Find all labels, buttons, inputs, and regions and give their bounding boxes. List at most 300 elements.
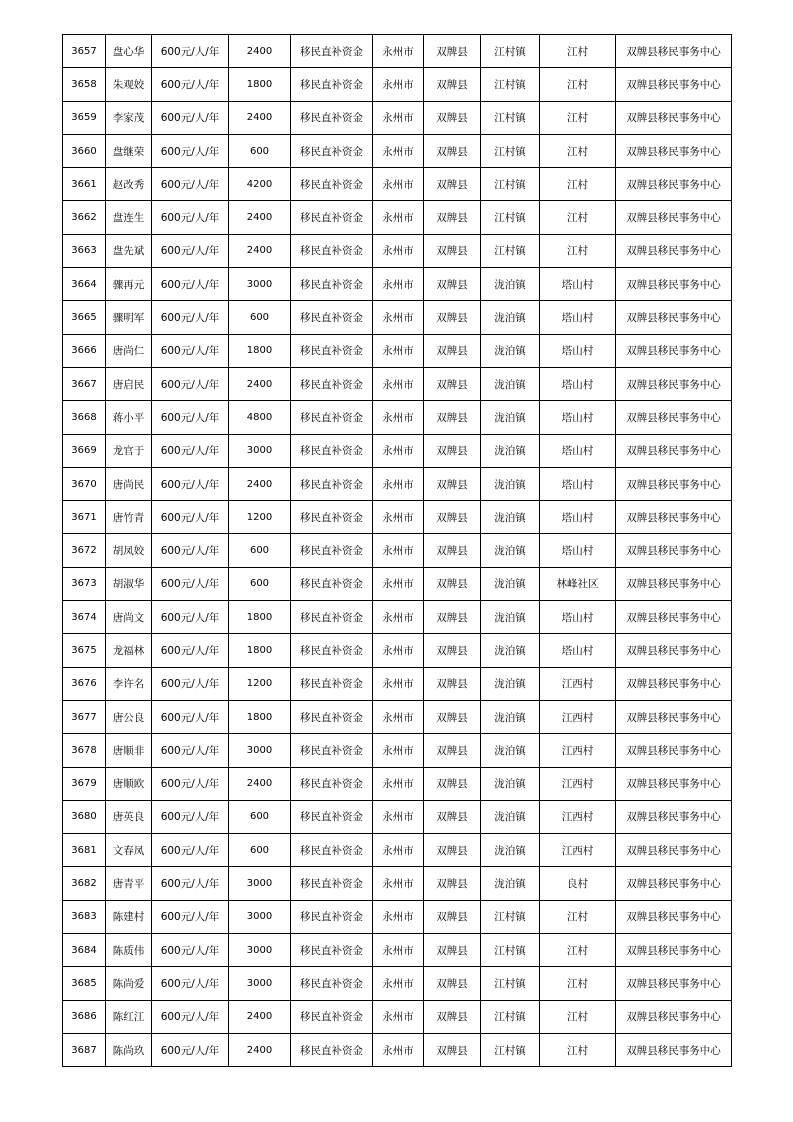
cell-fund-type: 移民直补资金	[291, 634, 373, 667]
cell-fund-type: 移民直补资金	[291, 467, 373, 500]
cell-fund-type: 移民直补资金	[291, 567, 373, 600]
cell-standard: 600元/人/年	[152, 201, 229, 234]
cell-number: 3666	[63, 334, 106, 367]
cell-agency: 双牌县移民事务中心	[616, 967, 732, 1000]
cell-agency: 双牌县移民事务中心	[616, 467, 732, 500]
cell-village: 塔山村	[540, 334, 616, 367]
cell-number: 3667	[63, 367, 106, 400]
cell-number: 3659	[63, 101, 106, 134]
cell-name: 蒋小平	[106, 401, 152, 434]
table-row	[63, 734, 732, 767]
cell-name: 文春凤	[106, 834, 152, 867]
cell-agency: 双牌县移民事务中心	[616, 201, 732, 234]
cell-village: 塔山村	[540, 367, 616, 400]
cell-agency: 双牌县移民事务中心	[616, 367, 732, 400]
cell-standard: 600元/人/年	[152, 800, 229, 833]
cell-number: 3684	[63, 934, 106, 967]
cell-number: 3682	[63, 867, 106, 900]
cell-number: 3683	[63, 900, 106, 933]
cell-city: 永州市	[373, 434, 424, 467]
cell-city: 永州市	[373, 567, 424, 600]
cell-amount: 1800	[229, 634, 291, 667]
cell-agency: 双牌县移民事务中心	[616, 767, 732, 800]
cell-town: 江村镇	[481, 234, 540, 267]
cell-city: 永州市	[373, 1000, 424, 1033]
cell-city: 永州市	[373, 68, 424, 101]
cell-agency: 双牌县移民事务中心	[616, 268, 732, 301]
table-row	[63, 68, 732, 101]
cell-village: 塔山村	[540, 434, 616, 467]
cell-town: 江村镇	[481, 900, 540, 933]
cell-number: 3660	[63, 134, 106, 167]
roster-body	[63, 35, 732, 1067]
cell-village: 良村	[540, 867, 616, 900]
cell-agency: 双牌县移民事务中心	[616, 501, 732, 534]
cell-county: 双牌县	[424, 168, 481, 201]
cell-amount: 1800	[229, 601, 291, 634]
cell-name: 陈红江	[106, 1000, 152, 1033]
cell-county: 双牌县	[424, 767, 481, 800]
cell-amount: 600	[229, 534, 291, 567]
cell-fund-type: 移民直补资金	[291, 234, 373, 267]
cell-number: 3657	[63, 35, 106, 68]
cell-village: 江村	[540, 168, 616, 201]
cell-agency: 双牌县移民事务中心	[616, 1033, 732, 1066]
cell-standard: 600元/人/年	[152, 767, 229, 800]
cell-name: 唐青平	[106, 867, 152, 900]
cell-town: 泷泊镇	[481, 667, 540, 700]
cell-town: 泷泊镇	[481, 367, 540, 400]
cell-city: 永州市	[373, 601, 424, 634]
cell-number: 3679	[63, 767, 106, 800]
cell-name: 赵改秀	[106, 168, 152, 201]
cell-city: 永州市	[373, 134, 424, 167]
cell-amount: 1800	[229, 700, 291, 733]
cell-amount: 2400	[229, 467, 291, 500]
cell-standard: 600元/人/年	[152, 501, 229, 534]
cell-name: 李家茂	[106, 101, 152, 134]
cell-number: 3669	[63, 434, 106, 467]
cell-town: 江村镇	[481, 35, 540, 68]
cell-agency: 双牌县移民事务中心	[616, 834, 732, 867]
cell-agency: 双牌县移民事务中心	[616, 434, 732, 467]
cell-number: 3686	[63, 1000, 106, 1033]
cell-city: 永州市	[373, 667, 424, 700]
cell-amount: 3000	[229, 734, 291, 767]
cell-town: 泷泊镇	[481, 501, 540, 534]
cell-village: 林峰社区	[540, 567, 616, 600]
cell-name: 陈尚玖	[106, 1033, 152, 1066]
cell-standard: 600元/人/年	[152, 634, 229, 667]
cell-standard: 600元/人/年	[152, 667, 229, 700]
cell-village: 江村	[540, 201, 616, 234]
cell-standard: 600元/人/年	[152, 367, 229, 400]
cell-number: 3674	[63, 601, 106, 634]
cell-agency: 双牌县移民事务中心	[616, 401, 732, 434]
table-row	[63, 168, 732, 201]
cell-fund-type: 移民直补资金	[291, 867, 373, 900]
cell-number: 3658	[63, 68, 106, 101]
cell-amount: 3000	[229, 934, 291, 967]
cell-name: 唐尚民	[106, 467, 152, 500]
cell-fund-type: 移民直补资金	[291, 967, 373, 1000]
cell-name: 唐启民	[106, 367, 152, 400]
cell-name: 陈建村	[106, 900, 152, 933]
cell-name: 龙官于	[106, 434, 152, 467]
cell-city: 永州市	[373, 201, 424, 234]
cell-city: 永州市	[373, 634, 424, 667]
cell-fund-type: 移民直补资金	[291, 534, 373, 567]
cell-town: 江村镇	[481, 1000, 540, 1033]
cell-county: 双牌县	[424, 367, 481, 400]
cell-city: 永州市	[373, 734, 424, 767]
cell-standard: 600元/人/年	[152, 134, 229, 167]
table-row	[63, 967, 732, 1000]
table-row	[63, 434, 732, 467]
cell-amount: 2400	[229, 1033, 291, 1066]
cell-town: 江村镇	[481, 201, 540, 234]
table-row	[63, 567, 732, 600]
cell-standard: 600元/人/年	[152, 1033, 229, 1066]
cell-town: 泷泊镇	[481, 867, 540, 900]
cell-number: 3663	[63, 234, 106, 267]
cell-amount: 2400	[229, 35, 291, 68]
cell-county: 双牌县	[424, 1033, 481, 1066]
cell-agency: 双牌县移民事务中心	[616, 234, 732, 267]
table-row	[63, 501, 732, 534]
cell-name: 胡凤姣	[106, 534, 152, 567]
cell-standard: 600元/人/年	[152, 301, 229, 334]
cell-fund-type: 移民直补资金	[291, 268, 373, 301]
cell-city: 永州市	[373, 501, 424, 534]
cell-town: 泷泊镇	[481, 434, 540, 467]
cell-county: 双牌县	[424, 1000, 481, 1033]
cell-name: 龙福林	[106, 634, 152, 667]
cell-city: 永州市	[373, 168, 424, 201]
cell-city: 永州市	[373, 934, 424, 967]
cell-village: 塔山村	[540, 534, 616, 567]
cell-city: 永州市	[373, 1033, 424, 1066]
cell-town: 江村镇	[481, 101, 540, 134]
cell-agency: 双牌县移民事务中心	[616, 601, 732, 634]
cell-city: 永州市	[373, 900, 424, 933]
cell-fund-type: 移民直补资金	[291, 134, 373, 167]
table-row	[63, 601, 732, 634]
cell-fund-type: 移民直补资金	[291, 934, 373, 967]
cell-standard: 600元/人/年	[152, 334, 229, 367]
cell-town: 江村镇	[481, 68, 540, 101]
table-row	[63, 867, 732, 900]
cell-standard: 600元/人/年	[152, 900, 229, 933]
cell-agency: 双牌县移民事务中心	[616, 68, 732, 101]
cell-town: 泷泊镇	[481, 467, 540, 500]
cell-county: 双牌县	[424, 501, 481, 534]
cell-agency: 双牌县移民事务中心	[616, 900, 732, 933]
cell-village: 塔山村	[540, 301, 616, 334]
cell-name: 唐竹青	[106, 501, 152, 534]
table-row	[63, 201, 732, 234]
cell-standard: 600元/人/年	[152, 1000, 229, 1033]
table-row	[63, 401, 732, 434]
table-row	[63, 900, 732, 933]
cell-number: 3662	[63, 201, 106, 234]
cell-village: 江西村	[540, 800, 616, 833]
cell-fund-type: 移民直补资金	[291, 734, 373, 767]
cell-amount: 2400	[229, 101, 291, 134]
table-row	[63, 367, 732, 400]
table-row	[63, 101, 732, 134]
cell-number: 3665	[63, 301, 106, 334]
cell-county: 双牌县	[424, 134, 481, 167]
cell-city: 永州市	[373, 967, 424, 1000]
cell-standard: 600元/人/年	[152, 534, 229, 567]
cell-fund-type: 移民直补资金	[291, 767, 373, 800]
cell-name: 陈尚爱	[106, 967, 152, 1000]
cell-county: 双牌县	[424, 401, 481, 434]
cell-village: 塔山村	[540, 268, 616, 301]
cell-fund-type: 移民直补资金	[291, 35, 373, 68]
cell-standard: 600元/人/年	[152, 268, 229, 301]
cell-amount: 2400	[229, 1000, 291, 1033]
cell-county: 双牌县	[424, 867, 481, 900]
cell-city: 永州市	[373, 301, 424, 334]
table-row	[63, 534, 732, 567]
cell-village: 江村	[540, 35, 616, 68]
cell-town: 江村镇	[481, 1033, 540, 1066]
cell-number: 3664	[63, 268, 106, 301]
cell-village: 江村	[540, 101, 616, 134]
cell-standard: 600元/人/年	[152, 401, 229, 434]
cell-name: 唐尚仁	[106, 334, 152, 367]
cell-amount: 2400	[229, 367, 291, 400]
cell-amount: 600	[229, 134, 291, 167]
cell-village: 江西村	[540, 834, 616, 867]
cell-fund-type: 移民直补资金	[291, 101, 373, 134]
cell-name: 唐公良	[106, 700, 152, 733]
cell-county: 双牌县	[424, 934, 481, 967]
cell-amount: 4800	[229, 401, 291, 434]
cell-amount: 3000	[229, 867, 291, 900]
cell-city: 永州市	[373, 767, 424, 800]
cell-agency: 双牌县移民事务中心	[616, 334, 732, 367]
cell-standard: 600元/人/年	[152, 734, 229, 767]
cell-standard: 600元/人/年	[152, 867, 229, 900]
table-row	[63, 334, 732, 367]
cell-fund-type: 移民直补资金	[291, 334, 373, 367]
table-row	[63, 934, 732, 967]
cell-name: 盘继荣	[106, 134, 152, 167]
cell-number: 3670	[63, 467, 106, 500]
cell-agency: 双牌县移民事务中心	[616, 700, 732, 733]
cell-amount: 1200	[229, 501, 291, 534]
cell-amount: 2400	[229, 234, 291, 267]
cell-amount: 1200	[229, 667, 291, 700]
cell-standard: 600元/人/年	[152, 168, 229, 201]
cell-name: 陈质伟	[106, 934, 152, 967]
cell-agency: 双牌县移民事务中心	[616, 800, 732, 833]
cell-amount: 2400	[229, 201, 291, 234]
cell-fund-type: 移民直补资金	[291, 1033, 373, 1066]
cell-fund-type: 移民直补资金	[291, 301, 373, 334]
cell-county: 双牌县	[424, 101, 481, 134]
cell-fund-type: 移民直补资金	[291, 501, 373, 534]
cell-city: 永州市	[373, 101, 424, 134]
cell-village: 江村	[540, 967, 616, 1000]
cell-county: 双牌县	[424, 834, 481, 867]
cell-county: 双牌县	[424, 700, 481, 733]
cell-town: 泷泊镇	[481, 567, 540, 600]
cell-city: 永州市	[373, 268, 424, 301]
cell-standard: 600元/人/年	[152, 68, 229, 101]
cell-city: 永州市	[373, 534, 424, 567]
cell-county: 双牌县	[424, 201, 481, 234]
cell-agency: 双牌县移民事务中心	[616, 168, 732, 201]
table-row	[63, 234, 732, 267]
cell-town: 泷泊镇	[481, 634, 540, 667]
cell-name: 唐英良	[106, 800, 152, 833]
cell-city: 永州市	[373, 700, 424, 733]
cell-agency: 双牌县移民事务中心	[616, 101, 732, 134]
cell-town: 泷泊镇	[481, 601, 540, 634]
cell-town: 泷泊镇	[481, 301, 540, 334]
cell-name: 盘先斌	[106, 234, 152, 267]
cell-standard: 600元/人/年	[152, 967, 229, 1000]
cell-agency: 双牌县移民事务中心	[616, 634, 732, 667]
cell-agency: 双牌县移民事务中心	[616, 734, 732, 767]
cell-county: 双牌县	[424, 434, 481, 467]
cell-amount: 3000	[229, 967, 291, 1000]
cell-number: 3661	[63, 168, 106, 201]
table-row	[63, 35, 732, 68]
cell-fund-type: 移民直补资金	[291, 201, 373, 234]
table-row	[63, 467, 732, 500]
cell-county: 双牌县	[424, 268, 481, 301]
cell-agency: 双牌县移民事务中心	[616, 567, 732, 600]
cell-agency: 双牌县移民事务中心	[616, 667, 732, 700]
cell-village: 江西村	[540, 734, 616, 767]
cell-town: 江村镇	[481, 967, 540, 1000]
cell-town: 泷泊镇	[481, 767, 540, 800]
cell-agency: 双牌县移民事务中心	[616, 534, 732, 567]
cell-county: 双牌县	[424, 234, 481, 267]
cell-county: 双牌县	[424, 800, 481, 833]
cell-town: 江村镇	[481, 168, 540, 201]
cell-village: 塔山村	[540, 634, 616, 667]
cell-city: 永州市	[373, 367, 424, 400]
cell-fund-type: 移民直补资金	[291, 601, 373, 634]
table-row	[63, 834, 732, 867]
cell-number: 3680	[63, 800, 106, 833]
table-row	[63, 1000, 732, 1033]
cell-amount: 3000	[229, 268, 291, 301]
table-row	[63, 301, 732, 334]
cell-town: 泷泊镇	[481, 401, 540, 434]
cell-standard: 600元/人/年	[152, 934, 229, 967]
cell-fund-type: 移民直补资金	[291, 434, 373, 467]
cell-village: 江西村	[540, 767, 616, 800]
cell-name: 骤再元	[106, 268, 152, 301]
cell-number: 3673	[63, 567, 106, 600]
cell-fund-type: 移民直补资金	[291, 900, 373, 933]
cell-town: 泷泊镇	[481, 268, 540, 301]
cell-amount: 3000	[229, 434, 291, 467]
cell-village: 江村	[540, 134, 616, 167]
cell-county: 双牌县	[424, 734, 481, 767]
cell-amount: 600	[229, 301, 291, 334]
cell-amount: 600	[229, 567, 291, 600]
cell-number: 3677	[63, 700, 106, 733]
table-row	[63, 800, 732, 833]
cell-city: 永州市	[373, 234, 424, 267]
cell-name: 盘连生	[106, 201, 152, 234]
cell-agency: 双牌县移民事务中心	[616, 134, 732, 167]
table-row	[63, 134, 732, 167]
cell-fund-type: 移民直补资金	[291, 68, 373, 101]
cell-number: 3675	[63, 634, 106, 667]
cell-town: 泷泊镇	[481, 800, 540, 833]
cell-agency: 双牌县移民事务中心	[616, 1000, 732, 1033]
cell-city: 永州市	[373, 867, 424, 900]
subsidy-roster-table	[62, 34, 732, 1067]
cell-city: 永州市	[373, 800, 424, 833]
cell-city: 永州市	[373, 401, 424, 434]
cell-fund-type: 移民直补资金	[291, 168, 373, 201]
cell-name: 李许名	[106, 667, 152, 700]
cell-standard: 600元/人/年	[152, 234, 229, 267]
cell-standard: 600元/人/年	[152, 700, 229, 733]
table-row	[63, 667, 732, 700]
cell-agency: 双牌县移民事务中心	[616, 934, 732, 967]
table-row	[63, 634, 732, 667]
cell-town: 泷泊镇	[481, 534, 540, 567]
cell-name: 朱观姣	[106, 68, 152, 101]
cell-standard: 600元/人/年	[152, 601, 229, 634]
cell-city: 永州市	[373, 35, 424, 68]
cell-county: 双牌县	[424, 534, 481, 567]
cell-town: 泷泊镇	[481, 734, 540, 767]
cell-number: 3671	[63, 501, 106, 534]
cell-village: 江村	[540, 68, 616, 101]
table-row	[63, 1033, 732, 1066]
cell-standard: 600元/人/年	[152, 467, 229, 500]
cell-county: 双牌县	[424, 334, 481, 367]
cell-amount: 600	[229, 800, 291, 833]
cell-county: 双牌县	[424, 301, 481, 334]
cell-name: 骤明军	[106, 301, 152, 334]
cell-village: 江村	[540, 900, 616, 933]
cell-standard: 600元/人/年	[152, 101, 229, 134]
cell-standard: 600元/人/年	[152, 834, 229, 867]
cell-amount: 2400	[229, 767, 291, 800]
cell-amount: 600	[229, 834, 291, 867]
cell-county: 双牌县	[424, 601, 481, 634]
cell-number: 3687	[63, 1033, 106, 1066]
cell-village: 江西村	[540, 700, 616, 733]
cell-county: 双牌县	[424, 567, 481, 600]
cell-agency: 双牌县移民事务中心	[616, 35, 732, 68]
cell-fund-type: 移民直补资金	[291, 834, 373, 867]
table-row	[63, 268, 732, 301]
cell-name: 唐尚文	[106, 601, 152, 634]
cell-fund-type: 移民直补资金	[291, 367, 373, 400]
cell-fund-type: 移民直补资金	[291, 800, 373, 833]
cell-number: 3685	[63, 967, 106, 1000]
cell-village: 塔山村	[540, 501, 616, 534]
cell-village: 塔山村	[540, 401, 616, 434]
cell-fund-type: 移民直补资金	[291, 1000, 373, 1033]
cell-agency: 双牌县移民事务中心	[616, 301, 732, 334]
cell-county: 双牌县	[424, 35, 481, 68]
